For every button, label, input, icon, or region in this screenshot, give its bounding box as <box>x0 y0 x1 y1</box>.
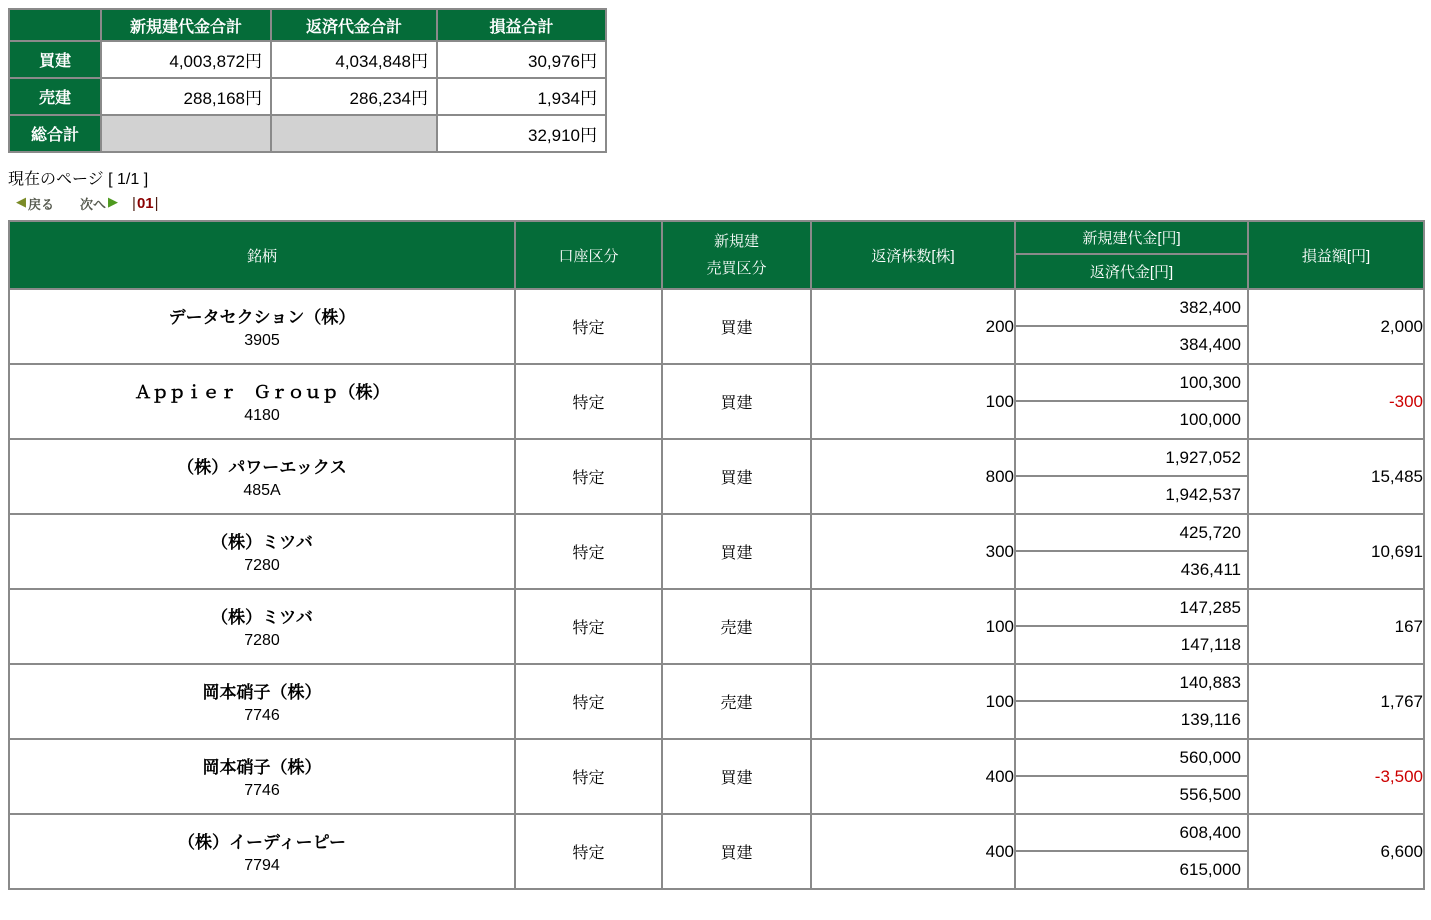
pl-value: 15,485 <box>1248 439 1424 514</box>
amounts-cell <box>1015 814 1248 889</box>
account-type: 特定 <box>515 739 662 814</box>
totals-summary-table <box>8 8 607 153</box>
stock-name: （株）ミツバ <box>211 533 313 552</box>
repay-shares: 400 <box>811 739 1015 814</box>
stock-code: 3905 <box>244 332 280 349</box>
stock-cell <box>9 514 515 589</box>
stock-cell <box>9 439 515 514</box>
position-row <box>9 289 1424 364</box>
pl-value: 6,600 <box>1248 814 1424 889</box>
summary-buy-new-total: 4,003,872円 <box>101 41 271 78</box>
column-header-shares: 返済株数[株] <box>811 221 1015 289</box>
next-arrow-icon: ▶ <box>108 193 119 209</box>
trade-side: 売建 <box>662 664 811 739</box>
account-type: 特定 <box>515 589 662 664</box>
amounts-cell <box>1015 514 1248 589</box>
repay-shares: 300 <box>811 514 1015 589</box>
stock-cell <box>9 739 515 814</box>
stock-cell <box>9 289 515 364</box>
new-amount: 1,927,052 <box>1016 441 1247 477</box>
summary-buy-repay-total: 4,034,848円 <box>271 41 437 78</box>
back-arrow-icon: ◀ <box>16 193 26 209</box>
trade-side: 買建 <box>662 814 811 889</box>
stock-code: 7746 <box>244 782 280 799</box>
summary-header-pl-total: 損益合計 <box>437 9 606 41</box>
trade-type-line1: 新規建 <box>713 233 759 250</box>
position-row <box>9 364 1424 439</box>
position-row <box>9 739 1424 814</box>
stock-code: 7280 <box>244 632 280 649</box>
column-header-stock: 銘柄 <box>9 221 515 289</box>
position-row <box>9 664 1424 739</box>
repay-amount: 100,000 <box>1179 409 1241 429</box>
stock-code: 4180 <box>244 407 280 424</box>
positions-header-row <box>9 221 1424 289</box>
summary-header-new-total: 新規建代金合計 <box>101 9 271 41</box>
summary-row-label: 総合計 <box>9 115 101 152</box>
page-number-link[interactable]: 01 <box>136 194 154 212</box>
page-indicator-pipe-left: | <box>132 194 136 212</box>
stock-code: 7746 <box>244 707 280 724</box>
repay-shares: 800 <box>811 439 1015 514</box>
summary-grand-pl-total: 32,910円 <box>437 115 606 152</box>
amounts-cell <box>1015 364 1248 439</box>
summary-sell-new-total: 288,168円 <box>101 78 271 115</box>
summary-sell-repay-total: 286,234円 <box>271 78 437 115</box>
account-type: 特定 <box>515 364 662 439</box>
column-header-trade-type <box>662 221 811 289</box>
amounts-cell <box>1015 739 1248 814</box>
repay-shares: 100 <box>811 664 1015 739</box>
back-button[interactable] <box>16 194 54 213</box>
summary-row-sell <box>9 78 606 115</box>
stock-name: Ａｐｐｉｅｒ Ｇｒｏｕｐ（株） <box>134 383 390 402</box>
stock-cell <box>9 664 515 739</box>
summary-row-grand-total <box>9 115 606 152</box>
summary-sell-pl-total: 1,934円 <box>437 78 606 115</box>
pager <box>16 193 1423 213</box>
new-amount: 560,000 <box>1016 741 1247 777</box>
stock-cell <box>9 589 515 664</box>
trade-side: 買建 <box>662 739 811 814</box>
repay-shares: 200 <box>811 289 1015 364</box>
repay-amount: 615,000 <box>1179 859 1241 879</box>
stock-name: （株）パワーエックス <box>177 458 347 477</box>
position-row <box>9 514 1424 589</box>
positions-table <box>8 220 1425 890</box>
new-amount: 147,285 <box>1016 591 1247 627</box>
new-amount: 382,400 <box>1016 291 1247 327</box>
account-type: 特定 <box>515 664 662 739</box>
account-type: 特定 <box>515 439 662 514</box>
column-header-new-amount: 新規建代金[円] <box>1016 222 1247 255</box>
repay-shares: 400 <box>811 814 1015 889</box>
new-amount: 100,300 <box>1016 366 1247 402</box>
column-header-pl: 損益額[円] <box>1248 221 1424 289</box>
summary-grand-new-total-empty <box>101 115 271 152</box>
summary-buy-pl-total: 30,976円 <box>437 41 606 78</box>
stock-name: （株）イーディーピー <box>178 833 346 852</box>
amounts-cell <box>1015 589 1248 664</box>
page-indicator <box>132 195 159 212</box>
next-button[interactable] <box>80 194 118 213</box>
position-row <box>9 439 1424 514</box>
amounts-cell <box>1015 289 1248 364</box>
trade-type-line2: 売買区分 <box>706 260 767 277</box>
stock-name: 岡本硝子（株） <box>202 683 322 702</box>
repay-amount: 384,400 <box>1179 334 1241 354</box>
repay-amount: 139,116 <box>1180 709 1241 729</box>
account-type: 特定 <box>515 289 662 364</box>
account-type: 特定 <box>515 814 662 889</box>
repay-shares: 100 <box>811 589 1015 664</box>
trade-side: 買建 <box>662 439 811 514</box>
stock-name: データセクション（株） <box>168 308 356 327</box>
pl-value: 10,691 <box>1248 514 1424 589</box>
repay-amount: 556,500 <box>1179 784 1241 804</box>
stock-name: （株）ミツバ <box>211 608 313 627</box>
pl-value: -3,500 <box>1248 739 1424 814</box>
trade-side: 買建 <box>662 514 811 589</box>
account-type: 特定 <box>515 514 662 589</box>
repay-shares: 100 <box>811 364 1015 439</box>
stock-code: 7280 <box>244 557 280 574</box>
summary-row-label: 売建 <box>9 78 101 115</box>
stock-code: 7794 <box>244 857 280 874</box>
back-button-label: 戻る <box>28 196 55 212</box>
next-button-label: 次へ <box>80 196 107 212</box>
column-header-account: 口座区分 <box>515 221 662 289</box>
column-header-amounts <box>1015 221 1248 289</box>
new-amount: 425,720 <box>1016 516 1247 552</box>
position-row <box>9 589 1424 664</box>
summary-corner-cell <box>9 9 101 41</box>
page-indicator-pipe-right: | <box>154 194 159 212</box>
repay-amount: 436,411 <box>1180 559 1241 579</box>
trade-side: 売建 <box>662 589 811 664</box>
amounts-cell <box>1015 439 1248 514</box>
pl-value: 1,767 <box>1248 664 1424 739</box>
stock-code: 485A <box>243 482 281 499</box>
summary-row-label: 買建 <box>9 41 101 78</box>
current-page-label: 現在のページ [ 1/1 ] <box>8 171 149 188</box>
stock-cell <box>9 814 515 889</box>
amounts-cell <box>1015 664 1248 739</box>
repay-amount: 1,942,537 <box>1165 484 1241 504</box>
pl-value: -300 <box>1248 364 1424 439</box>
summary-grand-repay-total-empty <box>271 115 437 152</box>
pl-value: 167 <box>1248 589 1424 664</box>
summary-header-repay-total: 返済代金合計 <box>271 9 437 41</box>
new-amount: 608,400 <box>1016 816 1247 852</box>
pl-value: 2,000 <box>1248 289 1424 364</box>
trade-side: 買建 <box>662 289 811 364</box>
new-amount: 140,883 <box>1016 666 1247 702</box>
stock-name: 岡本硝子（株） <box>202 758 322 777</box>
position-row <box>9 814 1424 889</box>
stock-cell <box>9 364 515 439</box>
summary-row-buy <box>9 41 606 78</box>
repay-amount: 147,118 <box>1180 634 1241 654</box>
column-header-repay-amount: 返済代金[円] <box>1089 264 1174 281</box>
trade-side: 買建 <box>662 364 811 439</box>
